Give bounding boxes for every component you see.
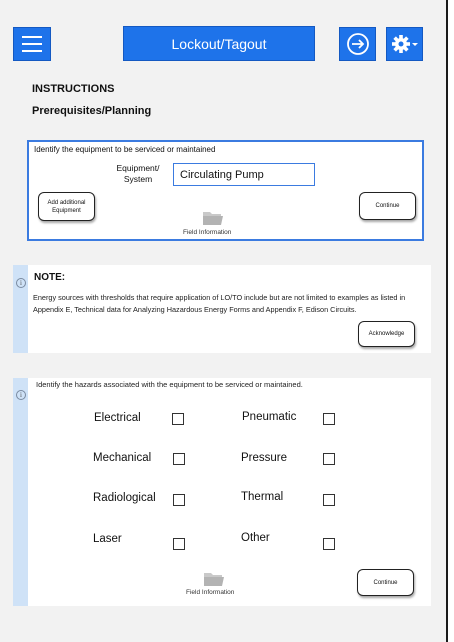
info-icon: i (16, 390, 26, 400)
note-title: NOTE: (34, 272, 66, 283)
hazard-label-thermal: Thermal (241, 491, 284, 503)
continue-button[interactable]: Continue (359, 192, 416, 220)
prerequisites-heading: Prerequisites/Planning (32, 105, 152, 117)
field-information-label: Field Information (183, 229, 232, 236)
hazards-sidebar (13, 378, 28, 606)
info-icon: i (16, 278, 26, 288)
hazard-label-pneumatic: Pneumatic (242, 411, 297, 423)
folder-icon (203, 570, 225, 587)
settings-gear-icon[interactable] (386, 27, 423, 61)
note-text: Energy sources with thresholds that require application of LO/TO include but are not limited to examples as listed in Appendix E, Technical data for Analyzing Hazardous Energy Forms and Appendix F, Edison Circuits. (33, 293, 406, 314)
hazards-card (28, 378, 431, 606)
hazards-prompt: Identify the hazards associated with the equipment to be serviced or maintained. (36, 380, 303, 389)
hazard-label-radiological: Radiological (93, 492, 156, 504)
top-bar (0, 0, 446, 80)
hazards-section (13, 378, 431, 606)
hazard-label-other: Other (241, 532, 270, 544)
hazard-checkbox-thermal[interactable] (323, 494, 335, 506)
note-sidebar (13, 265, 28, 353)
equipment-system-label: Equipment/ System (116, 163, 160, 184)
app-title: Lockout/Tagout (123, 26, 315, 61)
add-equipment-button[interactable]: Add additional Equipment (38, 192, 95, 221)
hazard-label-electrical: Electrical (94, 412, 141, 424)
equipment-card (27, 140, 424, 241)
go-arrow-icon[interactable] (339, 27, 376, 61)
hazard-label-laser: Laser (93, 533, 122, 545)
instructions-heading: INSTRUCTIONS (32, 83, 115, 95)
equipment-prompt: Identify the equipment to be serviced or maintained (34, 145, 216, 154)
equipment-system-input[interactable]: Circulating Pump (173, 163, 315, 186)
hazard-checkbox-mechanical[interactable] (173, 453, 185, 465)
hazard-checkbox-pressure[interactable] (323, 453, 335, 465)
continue-button[interactable]: Continue (357, 569, 414, 596)
hazard-checkbox-radiological[interactable] (173, 494, 185, 506)
menu-icon[interactable] (13, 27, 51, 61)
acknowledge-button[interactable]: Acknowledge (358, 321, 415, 347)
hazard-label-pressure: Pressure (241, 452, 288, 464)
hazard-label-mechanical: Mechanical (93, 452, 152, 464)
note-card (28, 265, 431, 353)
note-section (13, 265, 431, 353)
hazard-checkbox-pneumatic[interactable] (323, 413, 335, 425)
field-information-label: Field Information (186, 589, 235, 596)
folder-icon (202, 209, 224, 226)
hazard-checkbox-laser[interactable] (173, 538, 185, 550)
hazard-checkbox-electrical[interactable] (172, 413, 184, 425)
hazard-checkbox-other[interactable] (323, 538, 335, 550)
